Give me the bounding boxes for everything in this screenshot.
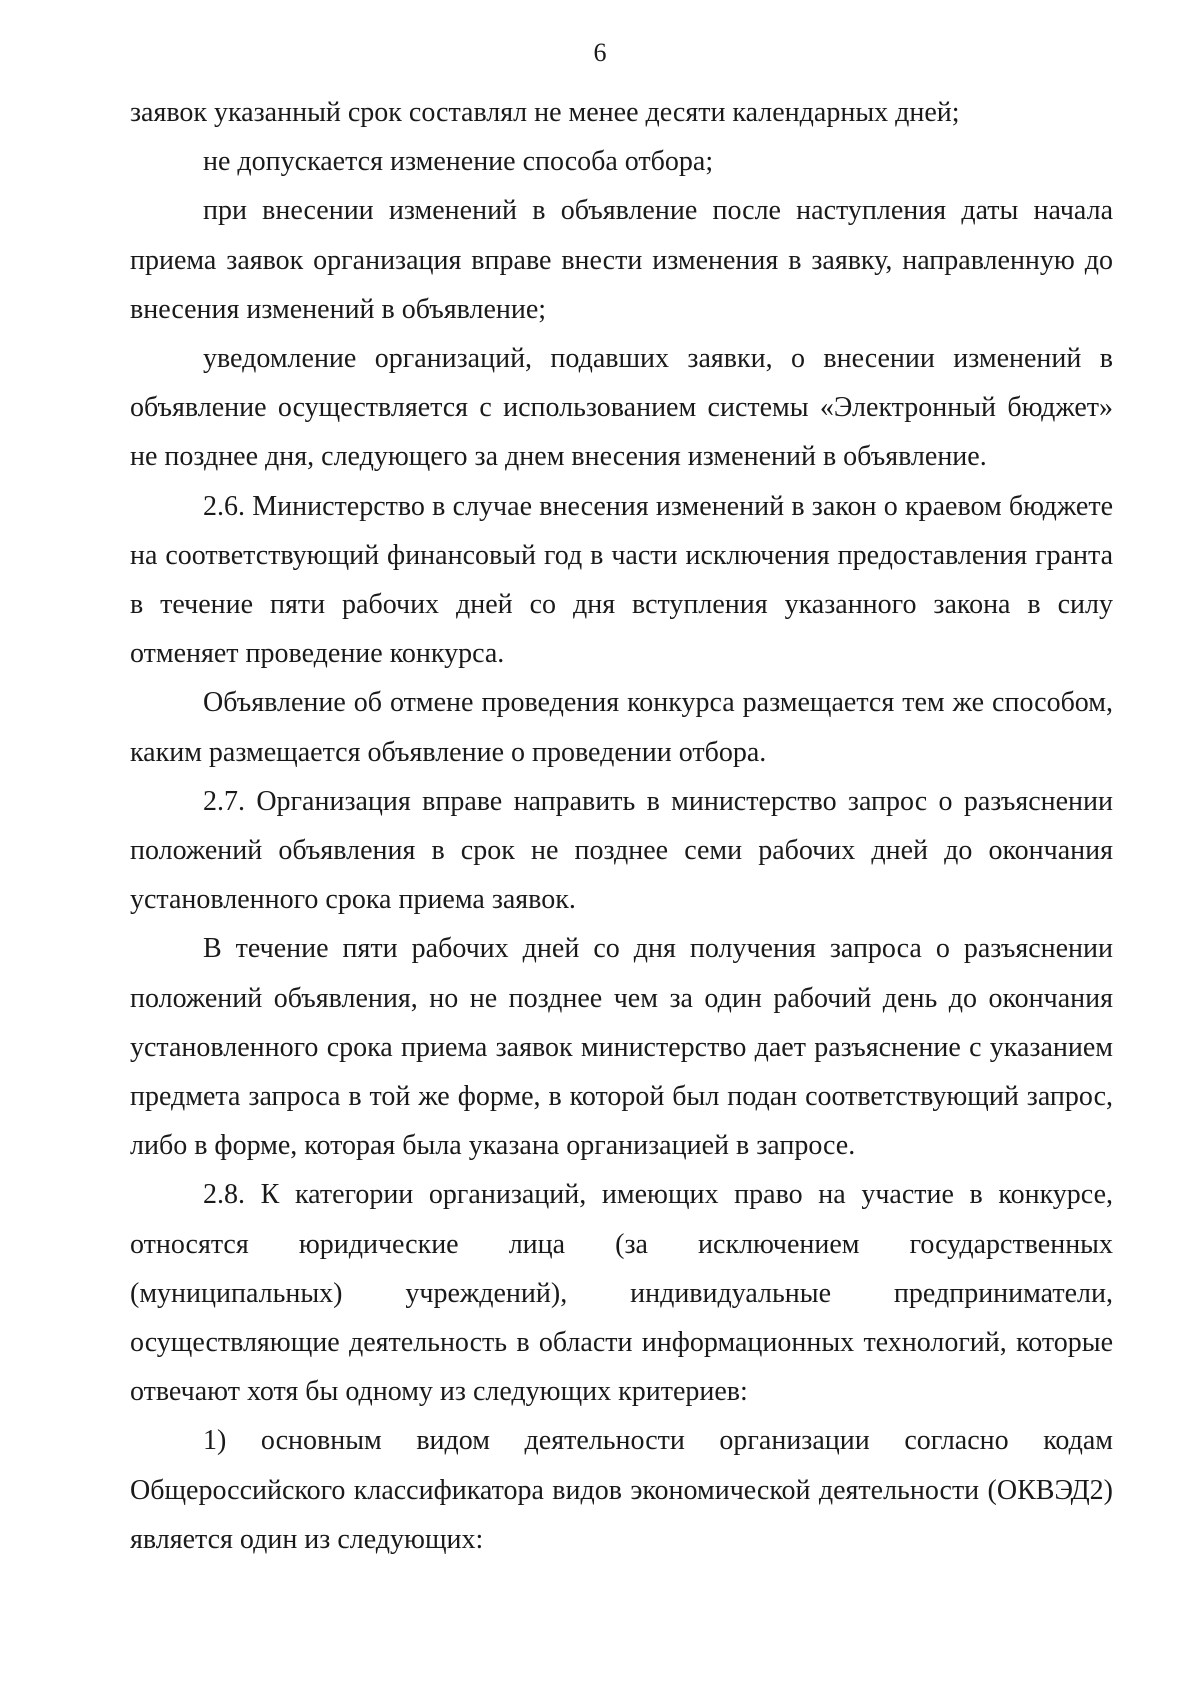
paragraph: Объявление об отмене проведения конкурса размещается тем же способом, каким размещается объявление о проведении отбора. (130, 687, 1113, 768)
paragraph: 2.7. Организация вправе направить в министерство запрос о разъяснении положений объявления в срок не позднее семи рабочих дней до окончания установленного срока приема заявок. (130, 785, 1113, 916)
paragraph: заявок указанный срок составлял не менее десяти календарных дней; (130, 97, 960, 128)
paragraph: не допускается изменение способа отбора; (203, 146, 714, 178)
paragraph: 2.8. К категории организаций, имеющих право на участие в конкурсе, относятся юридические лица (за исключением государственных (муниципальных) учреждений), индивидуальные предприниматели, осуществляющие деятельность в области информационных технологий, которые отвечают хотя бы одному из следующих критериев: (130, 1179, 1113, 1408)
paragraph: уведомление организаций, подавших заявки, о внесении изменений в объявление осуществляется с использованием системы «Электронный бюджет» не позднее дня, следующего за днем внесения изменений в объявление. (130, 343, 1113, 473)
page-number: 6 (593, 38, 607, 67)
paragraph: 2.6. Министерство в случае внесения изменений в закон о краевом бюджете на соответствующий финансовый год в части исключения предоставления гранта в течение пяти рабочих дней со дня вступления указанного закона в силу отменяет проведение конкурса. (130, 490, 1113, 670)
paragraph: 1) основным видом деятельности организации согласно кодам Общероссийского классификатора видов экономической деятельности (ОКВЭД2) является один из следующих: (130, 1425, 1113, 1555)
document-body (130, 88, 1113, 1564)
paragraph: В течение пяти рабочих дней со дня получения запроса о разъяснении положений объявления, но не позднее чем за один рабочий день до окончания установленного срока приема заявок министерство дает разъяснение с указанием предмета запроса в той же форме, в которой был подан соответствующий запрос, либо в форме, которая была указана организацией в запросе. (130, 933, 1113, 1162)
paragraph: при внесении изменений в объявление после наступления даты начала приема заявок организация вправе внести изменения в заявку, направленную до внесения изменений в объявление; (130, 195, 1113, 325)
